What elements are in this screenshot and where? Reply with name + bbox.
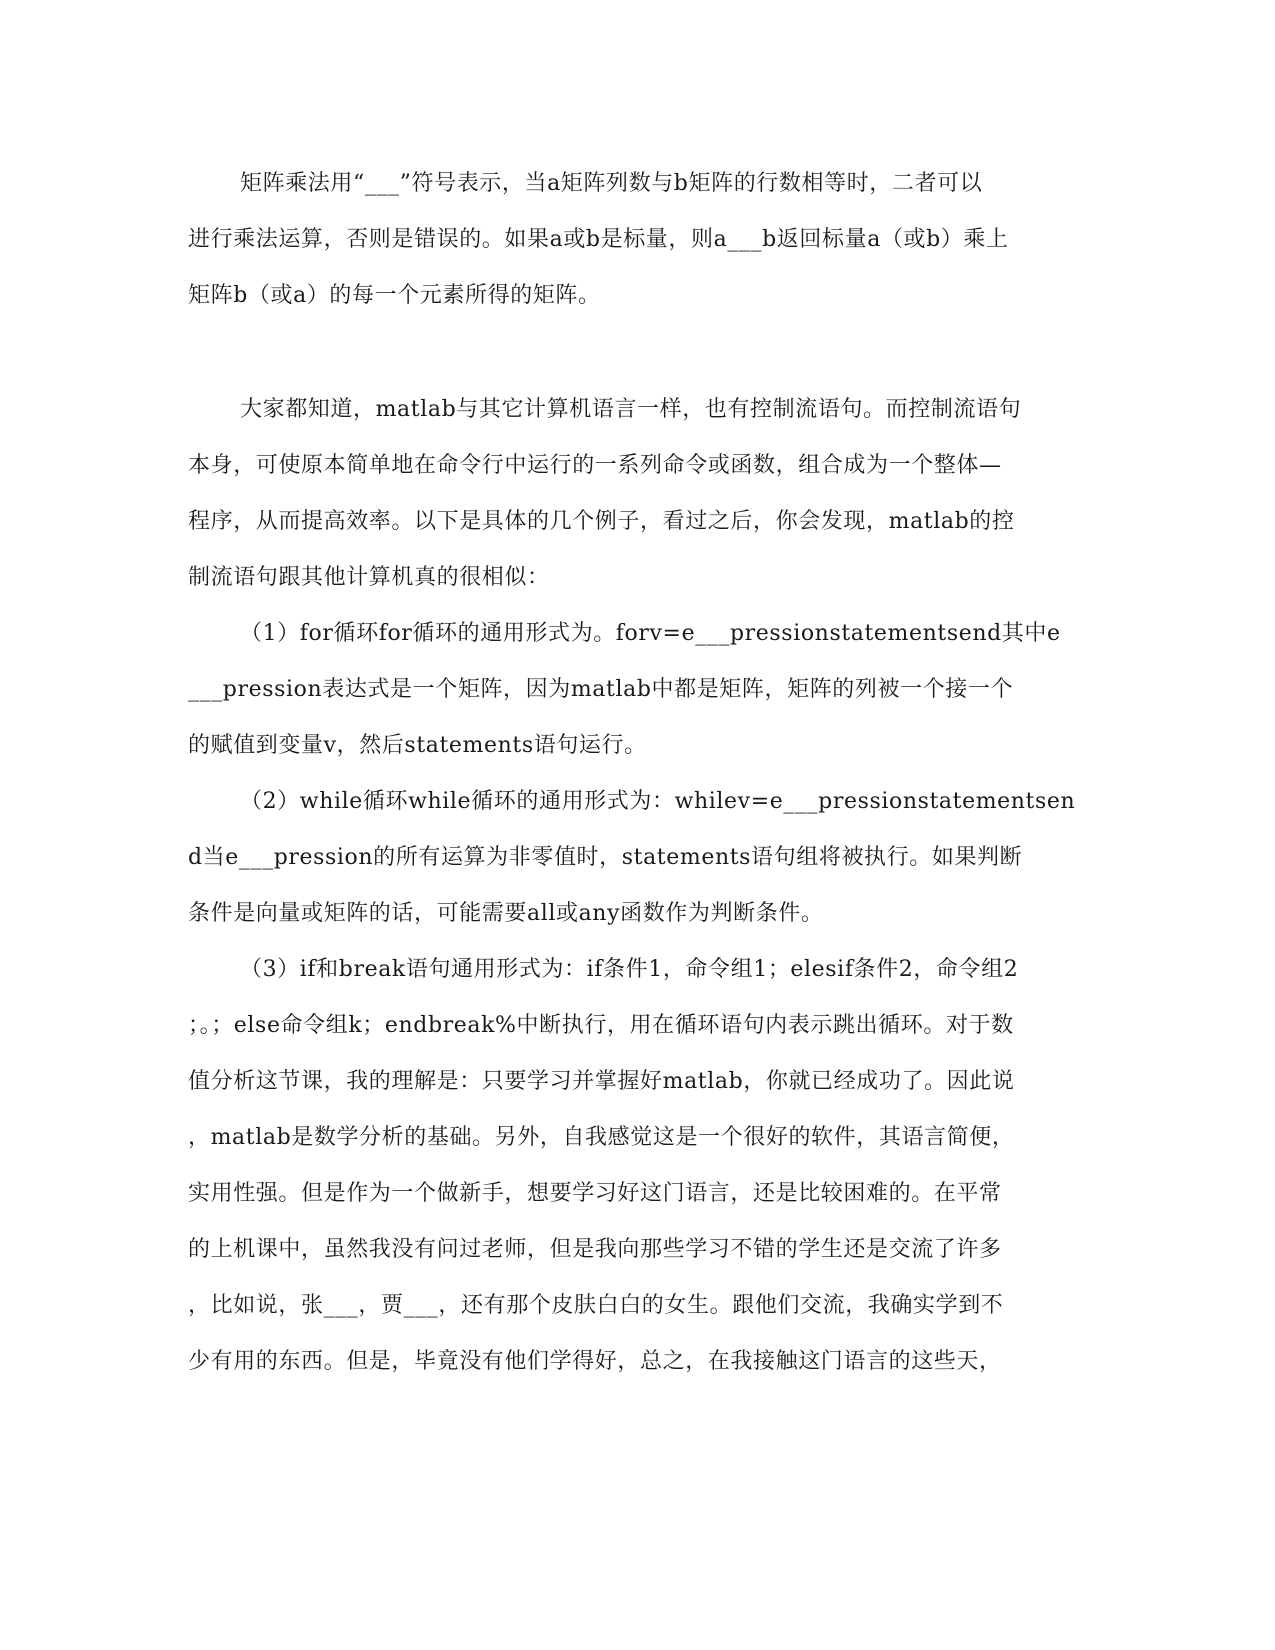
text-line: （2）while循环while循环的通用形式为：whilev=e___pressionstatementsen (240, 789, 1076, 814)
text-line: 的上机课中，虽然我没有问过老师，但是我向那些学习不错的学生还是交流了许多 (188, 1237, 1002, 1262)
text-line: （1）for循环for循环的通用形式为。forv=e___pressionstatementsend其中e (240, 621, 1061, 646)
text-line: 值分析这节课，我的理解是：只要学习并掌握好matlab，你就已经成功了。因此说 (188, 1069, 1015, 1094)
text-line: 矩阵乘法用“___”符号表示，当a矩阵列数与b矩阵的行数相等时，二者可以 (240, 171, 983, 196)
text-line: 矩阵b（或a）的每一个元素所得的矩阵。 (188, 283, 601, 308)
text-line: 大家都知道，matlab与其它计算机语言一样，也有控制流语句。而控制流语句 (240, 397, 1022, 422)
text-line: 程序，从而提高效率。以下是具体的几个例子，看过之后，你会发现，matlab的控 (188, 509, 1015, 534)
text-line: ；。；else命令组k；endbreak%中断执行，用在循环语句内表示跳出循环。对于数 (188, 1013, 1014, 1038)
text-line: 进行乘法运算，否则是错误的。如果a或b是标量，则a___b返回标量a（或b）乘上 (188, 227, 1009, 252)
text-line: 少有用的东西。但是，毕竟没有他们学得好，总之，在我接触这门语言的这些天， (188, 1349, 1002, 1374)
text-line: 本身，可使原本简单地在命令行中运行的一系列命令或函数，组合成为一个整体— (188, 453, 1002, 478)
text-line: ，matlab是数学分析的基础。另外，自我感觉这是一个很好的软件，其语言简便， (188, 1125, 1015, 1150)
text-line: 实用性强。但是作为一个做新手，想要学习好这门语言，还是比较困难的。在平常 (188, 1181, 1002, 1206)
text-line: d当e___pression的所有运算为非零值时，statements语句组将被执行。如果判断 (188, 845, 1023, 870)
text-line: 条件是向量或矩阵的话，可能需要all或any函数作为判断条件。 (188, 901, 824, 926)
text-line: （3）if和break语句通用形式为：if条件1，命令组1；elesif条件2，命令组2 (240, 957, 1019, 982)
text-line: ___pression表达式是一个矩阵，因为matlab中都是矩阵，矩阵的列被一个接一个 (188, 677, 1014, 702)
text-line: ，比如说，张___，贾___，还有那个皮肤白白的女生。跟他们交流，我确实学到不 (188, 1293, 1004, 1318)
text-line: 制流语句跟其他计算机真的很相似： (188, 565, 550, 590)
text-line: 的赋值到变量v，然后statements语句运行。 (188, 733, 647, 758)
